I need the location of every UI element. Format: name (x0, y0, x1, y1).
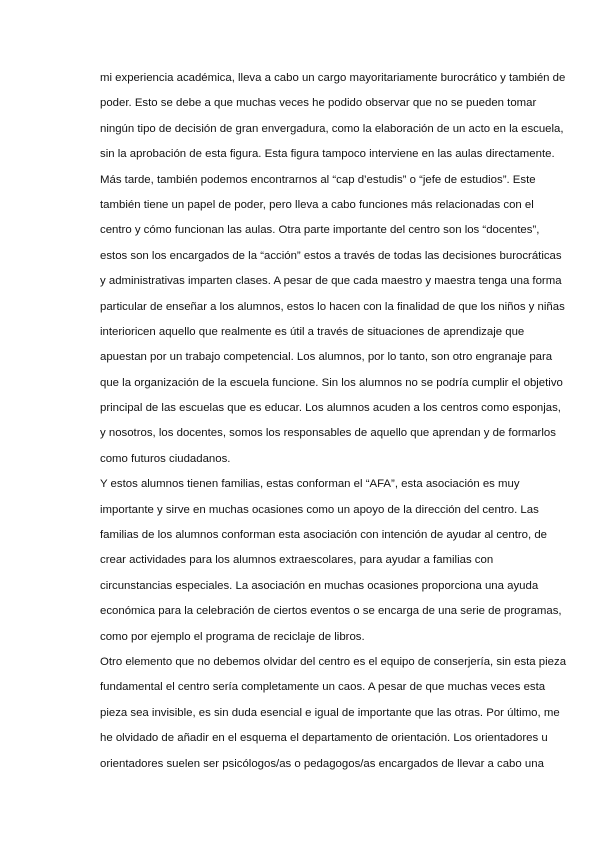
text-line: crear actividades para los alumnos extraescolares, para ayudar a familias con (100, 554, 494, 567)
text-line: y administrativas imparten clases. A pesar de que cada maestro y maestra tenga una forma (100, 275, 562, 288)
text-line: circunstancias especiales. La asociación en muchas ocasiones proporciona una ayuda (100, 579, 539, 592)
text-line: estos son los encargados de la “acción” estos a través de todas las decisiones burocráticas (100, 249, 562, 262)
text-line: también tiene un papel de poder, pero lleva a cabo funciones más relacionadas con el (100, 198, 534, 211)
text-line: Otro elemento que no debemos olvidar del centro es el equipo de conserjería, sin esta pieza (100, 655, 567, 668)
text-line: fundamental el centro sería completamente un caos. A pesar de que muchas veces esta (100, 681, 546, 694)
text-line: que la organización de la escuela funcione. Sin los alumnos no se podría cumplir el objetivo (100, 376, 563, 389)
text-line: orientadores suelen ser psicólogos/as o pedagogos/as encargados de llevar a cabo una (100, 757, 544, 770)
text-line: pieza sea invisible, es sin duda esencial e igual de importante que las otras. Por último, me (100, 706, 560, 719)
text-line: principal de las escuelas que es educar. Los alumnos acuden a los centros como esponjas, (100, 402, 561, 415)
text-line: sin la aprobación de esta figura. Esta figura tampoco interviene en las aulas directamente. (100, 148, 555, 161)
text-line: Y estos alumnos tienen familias, estas conforman el “AFA”, esta asociación es muy (100, 478, 520, 491)
text-line: poder. Esto se debe a que muchas veces he podido observar que no se pueden tomar (100, 97, 537, 110)
text-line: particular de enseñar a los alumnos, estos lo hacen con la finalidad de que los niños y niñas (100, 300, 565, 313)
text-line: Más tarde, también podemos encontrarnos al “cap d’estudis” o “jefe de estudios”. Este (100, 173, 536, 186)
text-line: como futuros ciudadanos. (100, 452, 231, 465)
text-line: mi experiencia académica, lleva a cabo un cargo mayoritariamente burocrático y también de (100, 72, 566, 84)
text-line: como por ejemplo el programa de reciclaje de libros. (100, 630, 365, 643)
text-line: ningún tipo de decisión de gran envergadura, como la elaboración de un acto en la escuela, (100, 122, 564, 135)
text-line: he olvidado de añadir en el esquema el departamento de orientación. Los orientadores u (100, 732, 548, 745)
body-text (100, 66, 567, 777)
text-line: familias de los alumnos conforman esta asociación con intención de ayudar al centro, de (100, 529, 548, 542)
text-line: apuestan por un trabajo competencial. Los alumnos, por lo tanto, son otro engranaje para (100, 351, 553, 364)
text-line: económica para la celebración de ciertos eventos o se encarga de una serie de programas, (100, 605, 562, 618)
text-line: y nosotros, los docentes, somos los responsables de aquello que aprendan y de formarlos (100, 427, 556, 440)
text-line: interioricen aquello que realmente es útil a través de situaciones de aprendizaje que (100, 325, 525, 338)
text-line: importante y sirve en muchas ocasiones como un apoyo de la dirección del centro. Las (100, 503, 539, 516)
text-line: centro y cómo funcionan las aulas. Otra parte importante del centro son los “docentes”, (100, 224, 540, 237)
